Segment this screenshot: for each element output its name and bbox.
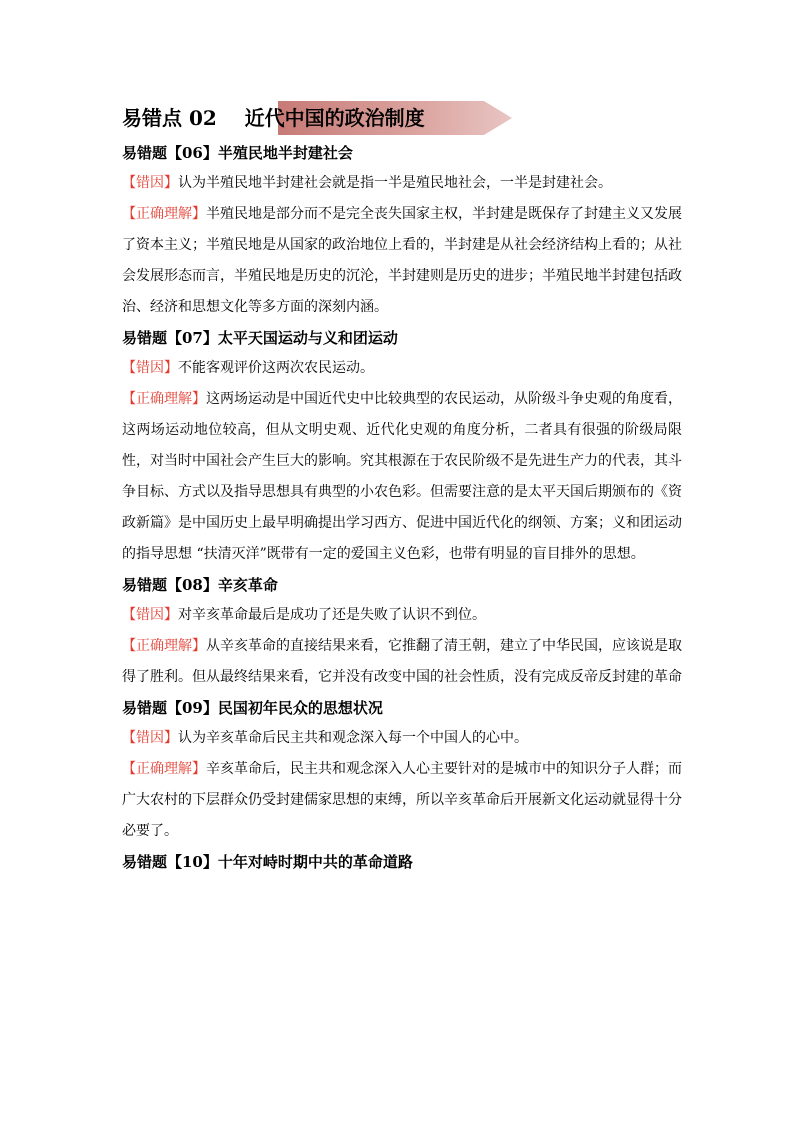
cause-paragraph <box>122 600 682 631</box>
error-item-10 <box>122 849 682 875</box>
question-title: 易错题【06】半殖民地半封建社会 <box>122 144 353 162</box>
correct-tag: 【正确理解】 <box>122 206 206 222</box>
question-title: 易错题【07】太平天国运动与义和团运动 <box>122 329 398 347</box>
cause-tag: 【错因】 <box>122 175 178 191</box>
correct-text: 半殖民地是部分而不是完全丧失国家主权，半封建是既保存了封建主义又发展了资本主义；半殖民地是从国家的政治地位上看的，半封建是从社会经济结构上看的；从社会发展形态而言，半殖民地是历史的沉沦，半封建则是历史的进步；半殖民地半封建包括政治、经济和思想文化等多方面的深刻内涵。 <box>122 206 682 315</box>
error-item-06 <box>122 140 682 323</box>
cause-tag: 【错因】 <box>122 607 178 623</box>
correct-tag: 【正确理解】 <box>122 638 206 654</box>
correct-text: 辛亥革命后，民主共和观念深入人心主要针对的是城市中的知识分子人群；而广大农村的下层群众仍受封建儒家思想的束缚，所以辛亥革命后开展新文化运动就显得十分必要了。 <box>122 761 682 839</box>
cause-tag: 【错因】 <box>122 730 178 746</box>
error-item-08 <box>122 572 682 693</box>
section-title <box>122 100 682 136</box>
document-page <box>122 100 682 877</box>
cause-paragraph <box>122 723 682 754</box>
error-item-09 <box>122 695 682 847</box>
correct-tag: 【正确理解】 <box>122 391 206 407</box>
correct-paragraph <box>122 384 682 570</box>
cause-text: 认为半殖民地半封建社会就是指一半是殖民地社会，一半是封建社会。 <box>178 175 612 191</box>
correct-tag: 【正确理解】 <box>122 761 206 777</box>
error-item-07 <box>122 325 682 570</box>
correct-paragraph <box>122 754 682 847</box>
cause-paragraph <box>122 168 682 199</box>
question-title: 易错题【09】民国初年民众的思想状况 <box>122 699 383 717</box>
cause-tag: 【错因】 <box>122 360 178 376</box>
correct-text: 这两场运动是中国近代史中比较典型的农民运动，从阶级斗争史观的角度看，这两场运动地位较高，但从文明史观、近代化史观的角度分析，二者具有很强的阶级局限性，对当时中国社会产生巨大的影响。究其根源在于农民阶级不是先进生产力的代表，其斗争目标、方式以及指导思想具有典型的小农色彩。但需要注意的是太平天国后期颁布的《资政新篇》是中国历史上最早明确提出学习西方、促进中国近代化的纲领、方案；义和团运动的指导思想 “扶清灭洋”既带有一定的爱国主义色彩，也带有明显的盲目排外的思想。 <box>122 391 682 562</box>
question-title: 易错题【08】辛亥革命 <box>122 576 278 594</box>
section-title-text: 易错点 02 近代中国的政治制度 <box>122 106 425 130</box>
cause-paragraph <box>122 353 682 384</box>
correct-paragraph <box>122 199 682 323</box>
cause-text: 不能客观评价这两次农民运动。 <box>178 360 374 376</box>
correct-text: 从辛亥革命的直接结果来看，它推翻了清王朝，建立了中华民国，应该说是取得了胜利。但从最终结果来看，它并没有改变中国的社会性质，没有完成反帝反封建的革命 <box>122 638 682 685</box>
cause-text: 认为辛亥革命后民主共和观念深入每一个中国人的心中。 <box>178 730 528 746</box>
cause-text: 对辛亥革命最后是成功了还是失败了认识不到位。 <box>178 607 486 623</box>
question-title: 易错题【10】十年对峙时期中共的革命道路 <box>122 853 413 871</box>
correct-paragraph <box>122 631 682 693</box>
